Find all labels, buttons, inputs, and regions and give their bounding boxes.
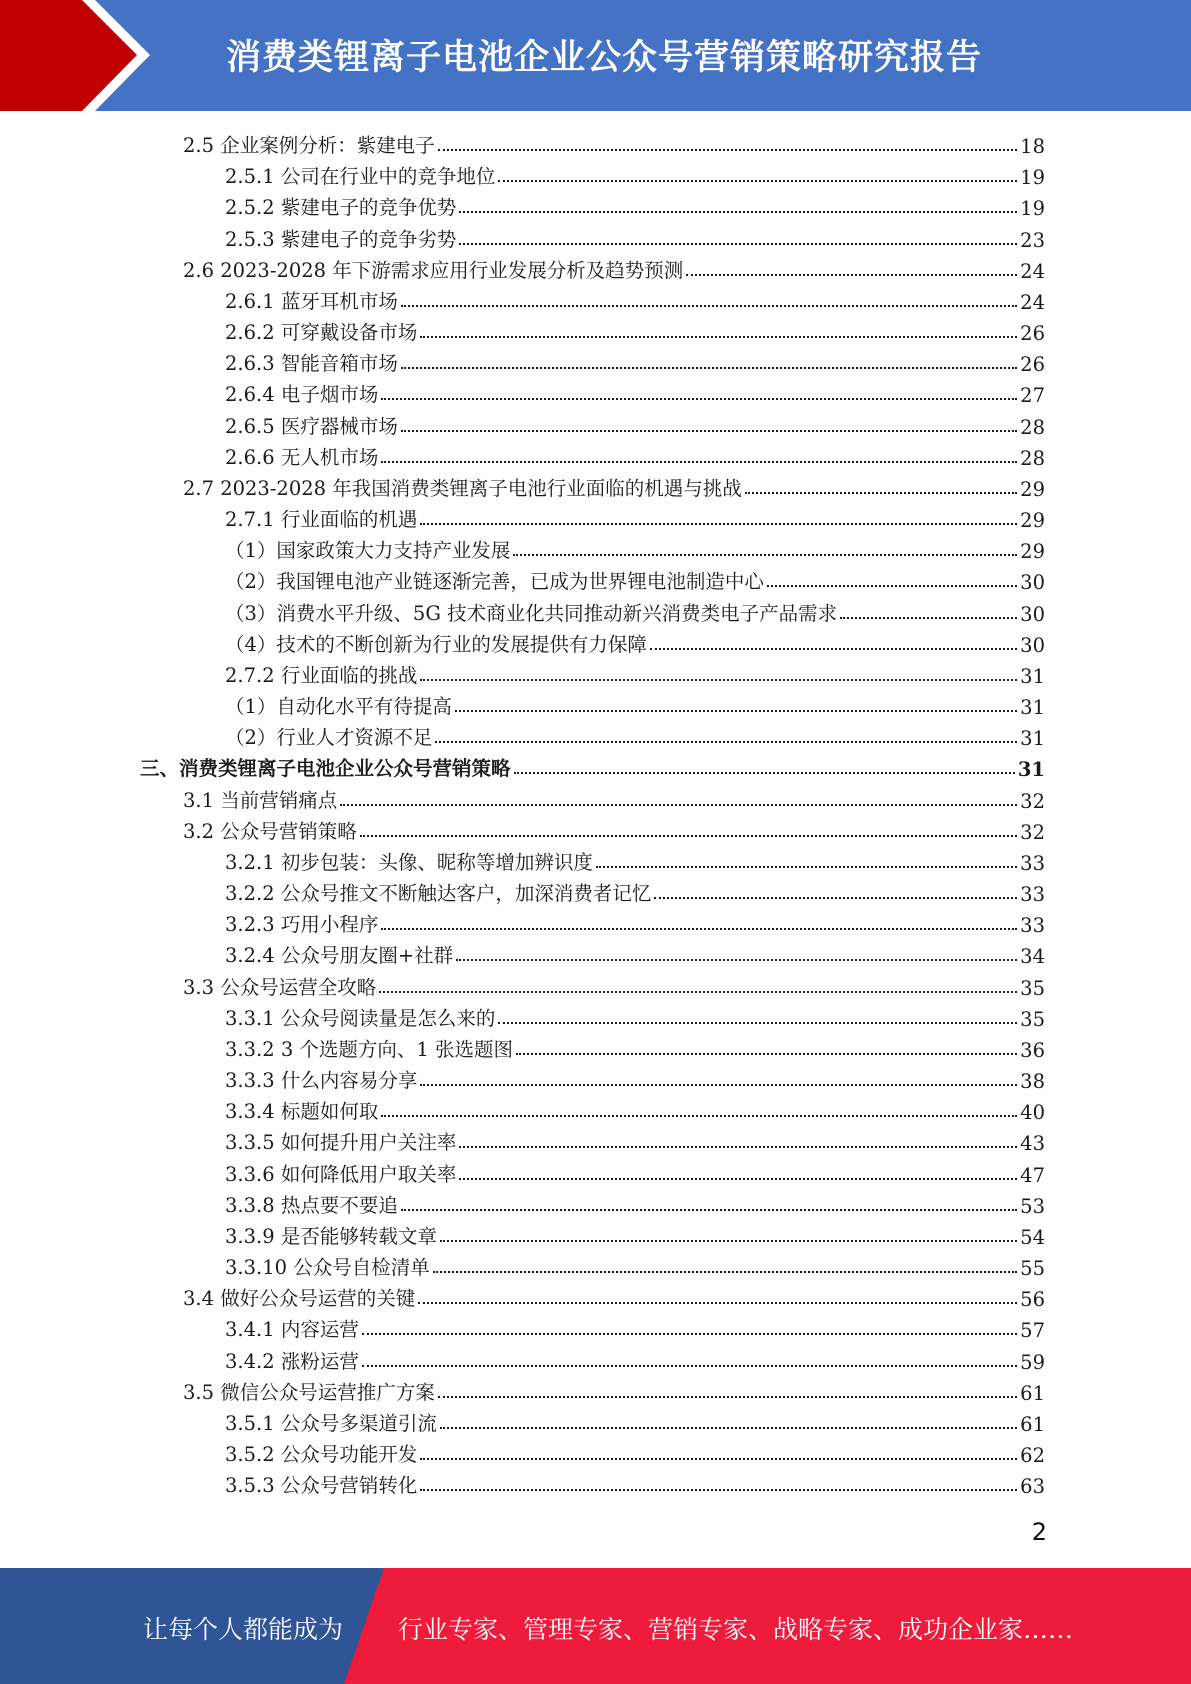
- toc-entry-page: 31: [1020, 665, 1045, 688]
- toc-entry[interactable]: [225, 595, 1045, 626]
- toc-entry[interactable]: [183, 782, 1045, 813]
- toc-entry[interactable]: [225, 1124, 1045, 1155]
- toc-entry-label: 3.3.9 是否能够转载文章: [225, 1225, 437, 1248]
- toc-entry[interactable]: [183, 813, 1045, 844]
- toc-entry[interactable]: [225, 1249, 1045, 1280]
- toc-dot-leader: [362, 1333, 1017, 1335]
- toc-entry[interactable]: [225, 221, 1045, 252]
- toc-entry-label: 3.4.1 内容运营: [225, 1318, 359, 1341]
- toc-dot-leader: [381, 928, 1017, 930]
- toc-entry-label: 2.5.2 紫建电子的竞争优势: [225, 196, 457, 219]
- toc-entry-label: 3.5.3 公众号营销转化: [225, 1474, 418, 1497]
- report-title: 消费类锂离子电池企业公众号营销策略研究报告: [226, 38, 983, 78]
- toc-entry-label: 2.5 企业案例分析：紫建电子: [183, 134, 435, 157]
- toc-entry[interactable]: [225, 875, 1045, 906]
- toc-entry-page: 56: [1020, 1288, 1045, 1311]
- toc-entry-label: 3.4 做好公众号运营的关键: [183, 1287, 416, 1310]
- toc-entry[interactable]: [225, 1467, 1045, 1498]
- toc-entry-label: 2.7.1 行业面临的机遇: [225, 508, 418, 531]
- toc-dot-leader: [401, 305, 1017, 307]
- toc-entry-page: 19: [1020, 166, 1045, 189]
- toc-dot-leader: [767, 585, 1017, 587]
- toc-entry-page: 29: [1020, 509, 1045, 532]
- toc-entry[interactable]: [225, 688, 1045, 719]
- toc-dot-leader: [381, 461, 1017, 463]
- toc-entry-page: 28: [1020, 447, 1045, 470]
- toc-entry[interactable]: [183, 1280, 1045, 1311]
- toc-entry-label: 3.2 公众号营销策略: [183, 820, 357, 843]
- toc-entry-page: 30: [1020, 571, 1045, 594]
- toc-entry[interactable]: [183, 969, 1045, 1000]
- toc-dot-leader: [418, 1302, 1017, 1304]
- toc-entry-page: 31: [1020, 696, 1045, 719]
- toc-dot-leader: [420, 336, 1017, 338]
- toc-entry-page: 32: [1020, 790, 1045, 813]
- toc-dot-leader: [686, 274, 1017, 276]
- toc-entry-page: 30: [1020, 634, 1045, 657]
- toc-entry-label: 2.6.6 无人机市场: [225, 446, 379, 469]
- toc-entry[interactable]: [225, 1405, 1045, 1436]
- toc-entry[interactable]: [225, 1343, 1045, 1374]
- toc-entry-page: 53: [1020, 1195, 1045, 1218]
- toc-entry-page: 33: [1020, 883, 1045, 906]
- toc-entry-label: （2）行业人才资源不足: [225, 726, 433, 749]
- toc-entry-page: 33: [1020, 914, 1045, 937]
- toc-dot-leader: [435, 741, 1017, 743]
- toc-entry-label: 3.3.4 标题如何取: [225, 1100, 379, 1123]
- toc-entry-page: 29: [1020, 478, 1045, 501]
- toc-entry-page: 38: [1020, 1070, 1045, 1093]
- toc-entry-label: 3.4.2 涨粉运营: [225, 1350, 359, 1373]
- toc-dot-leader: [401, 367, 1017, 369]
- toc-dot-leader: [420, 1084, 1017, 1086]
- toc-entry[interactable]: [225, 158, 1045, 189]
- toc-dot-leader: [340, 804, 1017, 806]
- toc-entry-label: 3.2.1 初步包装：头像、昵称等增加辨识度: [225, 851, 593, 874]
- toc-entry-page: 36: [1020, 1039, 1045, 1062]
- toc-dot-leader: [401, 430, 1017, 432]
- toc-entry-label: 3.5 微信公众号运营推广方案: [183, 1381, 435, 1404]
- toc-entry-label: 2.6.5 医疗器械市场: [225, 415, 398, 438]
- toc-entry-page: 57: [1020, 1319, 1045, 1342]
- toc-entry[interactable]: [225, 1218, 1045, 1249]
- toc-entry[interactable]: [225, 1187, 1045, 1218]
- toc-entry-page: 31: [1017, 758, 1045, 781]
- toc-entry-label: 2.6.2 可穿戴设备市场: [225, 321, 418, 344]
- toc-entry-page: 24: [1020, 260, 1045, 283]
- toc-entry-label: （4）技术的不断创新为行业的发展提供有力保障: [225, 633, 647, 656]
- toc-entry-page: 30: [1020, 603, 1045, 626]
- toc-entry[interactable]: [225, 1436, 1045, 1467]
- toc-entry-page: 35: [1020, 977, 1045, 1000]
- toc-dot-leader: [433, 1271, 1017, 1273]
- toc-entry-label: 3.5.1 公众号多渠道引流: [225, 1412, 437, 1435]
- toc-dot-leader: [440, 1240, 1017, 1242]
- toc-entry-page: 35: [1020, 1008, 1045, 1031]
- toc-dot-leader: [840, 617, 1017, 619]
- toc-dot-leader: [498, 1022, 1017, 1024]
- toc-entry[interactable]: [225, 719, 1045, 750]
- page-footer: [0, 1568, 1191, 1684]
- toc-entry-label: 2.6.3 智能音箱市场: [225, 352, 398, 375]
- toc-entry-page: 26: [1020, 353, 1045, 376]
- toc-entry-label: （2）我国锂电池产业链逐渐完善，已成为世界锂电池制造中心: [225, 570, 764, 593]
- toc-entry[interactable]: [225, 1062, 1045, 1093]
- toc-entry[interactable]: [140, 750, 1045, 781]
- toc-dot-leader: [438, 149, 1017, 151]
- toc-entry[interactable]: [225, 376, 1045, 407]
- toc-dot-leader: [456, 959, 1017, 961]
- toc-entry-label: （1）国家政策大力支持产业发展: [225, 539, 511, 562]
- toc-entry[interactable]: [225, 626, 1045, 657]
- toc-entry[interactable]: [225, 1031, 1045, 1062]
- toc-entry[interactable]: [183, 470, 1045, 501]
- toc-entry[interactable]: [225, 1000, 1045, 1031]
- toc-dot-leader: [420, 1489, 1017, 1491]
- toc-entry-page: 61: [1020, 1382, 1045, 1405]
- toc-entry[interactable]: [225, 1311, 1045, 1342]
- toc-entry-page: 26: [1020, 322, 1045, 345]
- toc-entry-label: 3.3 公众号运营全攻略: [183, 976, 377, 999]
- toc-dot-leader: [745, 492, 1017, 494]
- toc-entry[interactable]: [225, 345, 1045, 376]
- toc-entry-label: （1）自动化水平有待提高: [225, 695, 452, 718]
- toc-entry[interactable]: [225, 1156, 1045, 1187]
- toc-entry-page: 23: [1020, 229, 1045, 252]
- toc-entry-label: 3.3.6 如何降低用户取关率: [225, 1163, 457, 1186]
- toc-entry-page: 40: [1020, 1101, 1045, 1124]
- toc-entry-label: 2.5.1 公司在行业中的竞争地位: [225, 165, 496, 188]
- toc-dot-leader: [381, 398, 1017, 400]
- toc-entry[interactable]: [225, 501, 1045, 532]
- toc-entry-page: 27: [1020, 384, 1045, 407]
- toc-entry[interactable]: [225, 657, 1045, 688]
- toc-dot-leader: [381, 1115, 1017, 1117]
- toc-dot-leader: [498, 180, 1017, 182]
- toc-entry-label: 三、消费类锂离子电池企业公众号营销策略: [140, 757, 511, 780]
- toc-entry[interactable]: [225, 906, 1045, 937]
- toc-dot-leader: [596, 866, 1017, 868]
- toc-dot-leader: [459, 1146, 1017, 1148]
- toc-entry-label: 2.7 2023-2028 年我国消费类锂离子电池行业面临的机遇与挑战: [183, 477, 742, 500]
- toc-entry[interactable]: [225, 563, 1045, 594]
- footer-slogan-right: 行业专家、管理专家、营销专家、战略专家、成功企业家……: [398, 1615, 1074, 1644]
- toc-dot-leader: [401, 1209, 1017, 1211]
- toc-dot-leader: [654, 897, 1017, 899]
- toc-entry[interactable]: [225, 937, 1045, 968]
- toc-entry-label: 2.6 2023-2028 年下游需求应用行业发展分析及趋势预测: [183, 259, 684, 282]
- toc-dot-leader: [440, 1427, 1017, 1429]
- toc-entry[interactable]: [225, 189, 1045, 220]
- toc-entry-page: 18: [1020, 135, 1045, 158]
- toc-entry[interactable]: [225, 844, 1045, 875]
- toc-entry-page: 43: [1020, 1132, 1045, 1155]
- toc-entry-label: 3.2.4 公众号朋友圈+社群: [225, 944, 454, 967]
- toc-dot-leader: [459, 1178, 1017, 1180]
- toc-entry-label: 3.3.2 3 个选题方向、1 张选题图: [225, 1038, 514, 1061]
- toc-entry-label: 2.6.1 蓝牙耳机市场: [225, 290, 398, 313]
- toc-entry[interactable]: [225, 1093, 1045, 1124]
- toc-dot-leader: [379, 991, 1017, 993]
- toc-dot-leader: [650, 648, 1017, 650]
- toc-dot-leader: [420, 523, 1017, 525]
- toc-entry[interactable]: [225, 314, 1045, 345]
- toc-entry-page: 62: [1020, 1444, 1045, 1467]
- toc-entry-label: 3.1 当前营销痛点: [183, 789, 338, 812]
- toc-dot-leader: [420, 1458, 1017, 1460]
- toc-entry-label: 3.3.3 什么内容易分享: [225, 1069, 418, 1092]
- toc-entry-page: 24: [1020, 291, 1045, 314]
- toc-entry-label: 3.3.8 热点要不要追: [225, 1194, 398, 1217]
- toc-entry[interactable]: [225, 283, 1045, 314]
- toc-dot-leader: [362, 1365, 1017, 1367]
- toc-entry[interactable]: [183, 1374, 1045, 1405]
- toc-dot-leader: [459, 211, 1017, 213]
- toc-entry-label: 3.2.3 巧用小程序: [225, 913, 379, 936]
- toc-entry-label: 2.7.2 行业面临的挑战: [225, 664, 418, 687]
- toc-entry-label: 3.5.2 公众号功能开发: [225, 1443, 418, 1466]
- toc-dot-leader: [420, 679, 1017, 681]
- toc-entry-label: 3.3.5 如何提升用户关注率: [225, 1131, 457, 1154]
- toc-dot-leader: [513, 554, 1017, 556]
- toc-entry-label: 2.6.4 电子烟市场: [225, 383, 379, 406]
- toc-entry-page: 33: [1020, 852, 1045, 875]
- toc-entry-label: 3.2.2 公众号推文不断触达客户，加深消费者记忆: [225, 882, 652, 905]
- page-number: 2: [1031, 1518, 1047, 1546]
- toc-entry-page: 32: [1020, 821, 1045, 844]
- header-arrow-decoration: [0, 0, 160, 111]
- toc-entry-label: （3）消费水平升级、5G 技术商业化共同推动新兴消费类电子产品需求: [225, 602, 838, 625]
- toc-entry-label: 3.3.10 公众号自检清单: [225, 1256, 430, 1279]
- toc-entry-page: 59: [1020, 1351, 1045, 1374]
- toc-entry-page: 31: [1020, 727, 1045, 750]
- toc-entry-page: 61: [1020, 1413, 1045, 1436]
- toc-entry-page: 29: [1020, 540, 1045, 563]
- toc-entry-page: 28: [1020, 416, 1045, 439]
- footer-slogan-left: 让每个人都能成为: [143, 1615, 344, 1644]
- toc-entry-page: 63: [1020, 1475, 1045, 1498]
- toc-entry[interactable]: [183, 127, 1045, 158]
- toc-entry-page: 47: [1020, 1164, 1045, 1187]
- toc-entry[interactable]: [225, 408, 1045, 439]
- toc-entry[interactable]: [225, 439, 1045, 470]
- toc-dot-leader: [438, 1396, 1017, 1398]
- toc-dot-leader: [459, 243, 1017, 245]
- toc-entry-label: 2.5.3 紫建电子的竞争劣势: [225, 228, 457, 251]
- toc-dot-leader: [514, 772, 1015, 774]
- toc-entry[interactable]: [225, 532, 1045, 563]
- toc-dot-leader: [516, 1053, 1017, 1055]
- page-header: [0, 0, 1191, 111]
- toc-entry-label: 3.3.1 公众号阅读量是怎么来的: [225, 1007, 496, 1030]
- toc-entry-page: 54: [1020, 1226, 1045, 1249]
- toc-entry-page: 19: [1020, 197, 1045, 220]
- toc-dot-leader: [455, 710, 1017, 712]
- toc-entry[interactable]: [183, 252, 1045, 283]
- toc-entry-page: 34: [1020, 945, 1045, 968]
- toc-entry-page: 55: [1020, 1257, 1045, 1280]
- toc-dot-leader: [360, 835, 1017, 837]
